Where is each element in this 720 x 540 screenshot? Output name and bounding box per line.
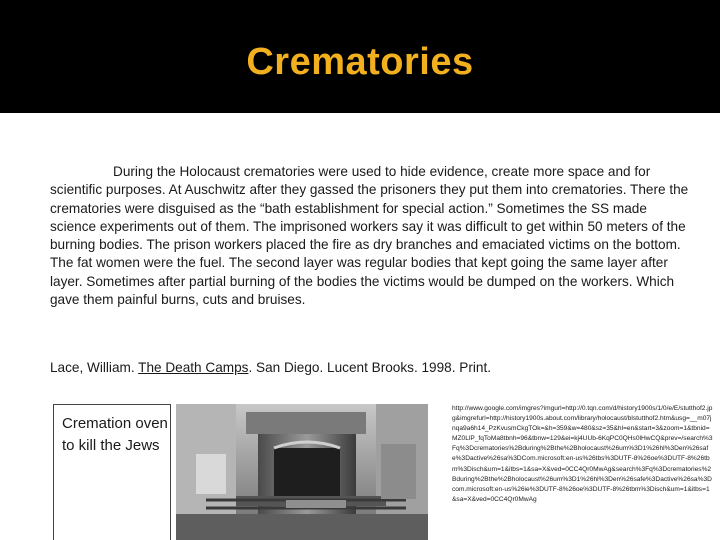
citation [50, 359, 690, 377]
slide-title: Crematories [246, 41, 474, 83]
citation-book-title: The Death Camps [138, 360, 249, 375]
body-paragraph: During the Holocaust crematories were used to hide evidence, create more space and for scientific purposes. At Auschwitz after they gassed the prisoners they put them into crematories. There the crematories were disguised as the “bath establishment for special action.” Sometimes the SS made science experiments out of them. The imprisoned workers say it was difficult to get within 50 meters of the burning bodies. The prison workers placed the fire as dry branches and emaciated victims on the bottom. The fat women were the fuel. The second layer was regular bodies that kept going the same layer after layer. Sometimes after partial burning of the bodies the victims would be dumped on the workers. Which gave them painful burns, cuts and bruises. [50, 164, 689, 308]
cremation-oven-photo [176, 404, 428, 540]
image-source-url[interactable]: http://www.google.com/imgres?imgurl=http://0.tqn.com/d/history1900s/1/0/e/E/stutthof2.jpg&imgrefurl=http://history1900s.about.com/library/holocaust/blstutthof2.htm&usg=__m07jnqa9a6h14_PzKvusmCkgTOk=&h=359&w=480&sz=35&hl=en&start=3&zoom=1&tbnid=MZ0LlP_fqToMa8tbnh=96&tbnw=129&ei=kj4UUb-6KqPC0QHs0lHwCQ&prev=/search%3Fq%3Dcrematories%2Bduring%2Bthe%2Bholocaust%26um%3D1%26hl%3Den%26safe%3Dactive%26sa%3DCom.microsoft:en-us%26tbs%3DUTF-8%26oe%3DUTF-8%26tbm%3Disch&um=1&itbs=1&sa=X&ved=0CC4Qr0MwAg&search%3Fq%3Dcrematories%2Bduring%2Bthe%2Bholocaust%26um%3D1%26hl%3Den%26safe%3Dactive%26sa%3Dcom.microsoft:en-us%26ie%3DUTF-8%26oe%3DUTF-8%26tbm%3Disch&um=1&itbs=1&sa=X&ved=0CC4Qr0MwAg [452, 405, 713, 503]
citation-publication: . San Diego. Lucent Brooks. 1998. Print. [248, 360, 492, 375]
citation-author: Lace, William. [50, 360, 139, 375]
image-caption: Cremation oven to kill the Jews [53, 404, 171, 540]
